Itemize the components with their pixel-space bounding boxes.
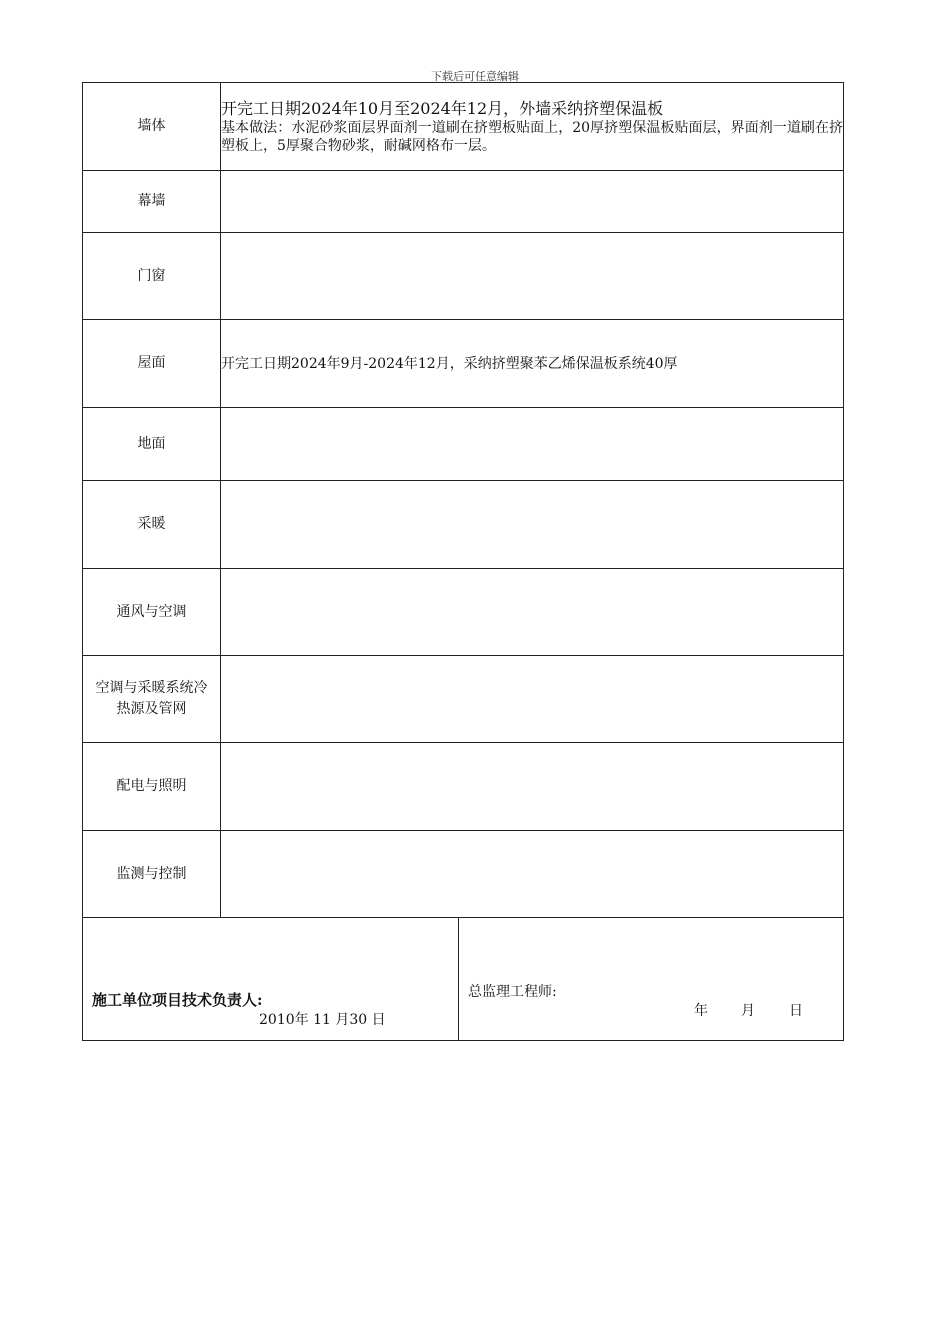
table-row-doors-windows [83, 233, 844, 320]
row-content-floor [221, 408, 844, 481]
contractor-signature-cell [83, 917, 459, 1041]
row-content-doors-windows [221, 233, 844, 320]
table-row-heating [83, 481, 844, 569]
row-content-heating [221, 481, 844, 569]
wall-schedule-text: 开完工日期2024年10月至2024年12月，外墙采纳挤塑保温板 [221, 98, 664, 118]
row-label-hvac-source: 空调与采暖系统冷热源及管网 [83, 656, 221, 743]
row-content-monitoring [221, 831, 844, 918]
table-row-hvac-source [83, 656, 844, 743]
row-content-power-lighting [221, 743, 844, 831]
month-label: 月 [741, 1003, 755, 1019]
row-label-monitoring: 监测与控制 [83, 831, 221, 918]
table-row-floor [83, 408, 844, 481]
supervisor-sign-date [694, 1000, 803, 1020]
row-label-doors-windows: 门窗 [83, 233, 221, 320]
page-header-note: 下载后可任意编辑 [431, 70, 519, 83]
row-content-hvac-source [221, 656, 844, 743]
table-row-ventilation [83, 569, 844, 656]
contractor-sign-date: 2010年 11 月30 日 [259, 1012, 386, 1028]
wall-method-text: 基本做法：水泥砂浆面层界面剂一道刷在挤塑板贴面上，20厚挤塑保温板贴面层，界面剂一道刷在挤塑板上，5厚聚合物砂浆，耐碱网格布一层。 [221, 119, 843, 154]
chief-supervisor-label: 总监理工程师: [468, 984, 557, 1000]
row-content-roof [221, 320, 844, 408]
row-content-wall [221, 83, 844, 171]
table-row-monitoring [83, 831, 844, 918]
row-label-curtain-wall: 幕墙 [83, 171, 221, 233]
row-content-curtain-wall [221, 171, 844, 233]
row-label-heating: 采暖 [83, 481, 221, 569]
roof-text: 开完工日期2024年9月-2024年12月，采纳挤塑聚苯乙烯保温板系统40厚 [221, 355, 678, 372]
row-content-ventilation [221, 569, 844, 656]
energy-acceptance-table [82, 82, 844, 918]
table-row-power-lighting [83, 743, 844, 831]
table-row-curtain-wall [83, 171, 844, 233]
row-label-roof: 屋面 [83, 320, 221, 408]
year-label: 年 [694, 1003, 708, 1019]
signature-table [82, 917, 844, 1041]
day-label: 日 [789, 1003, 803, 1019]
row-label-wall: 墙体 [83, 83, 221, 171]
table-row-wall [83, 83, 844, 171]
row-label-ventilation: 通风与空调 [83, 569, 221, 656]
row-label-floor: 地面 [83, 408, 221, 481]
supervisor-signature-cell [459, 917, 844, 1041]
table-row-roof [83, 320, 844, 408]
signature-row [83, 917, 844, 1041]
contractor-tech-lead-label: 施工单位项目技术负责人: [92, 991, 263, 1009]
row-label-power-lighting: 配电与照明 [83, 743, 221, 831]
